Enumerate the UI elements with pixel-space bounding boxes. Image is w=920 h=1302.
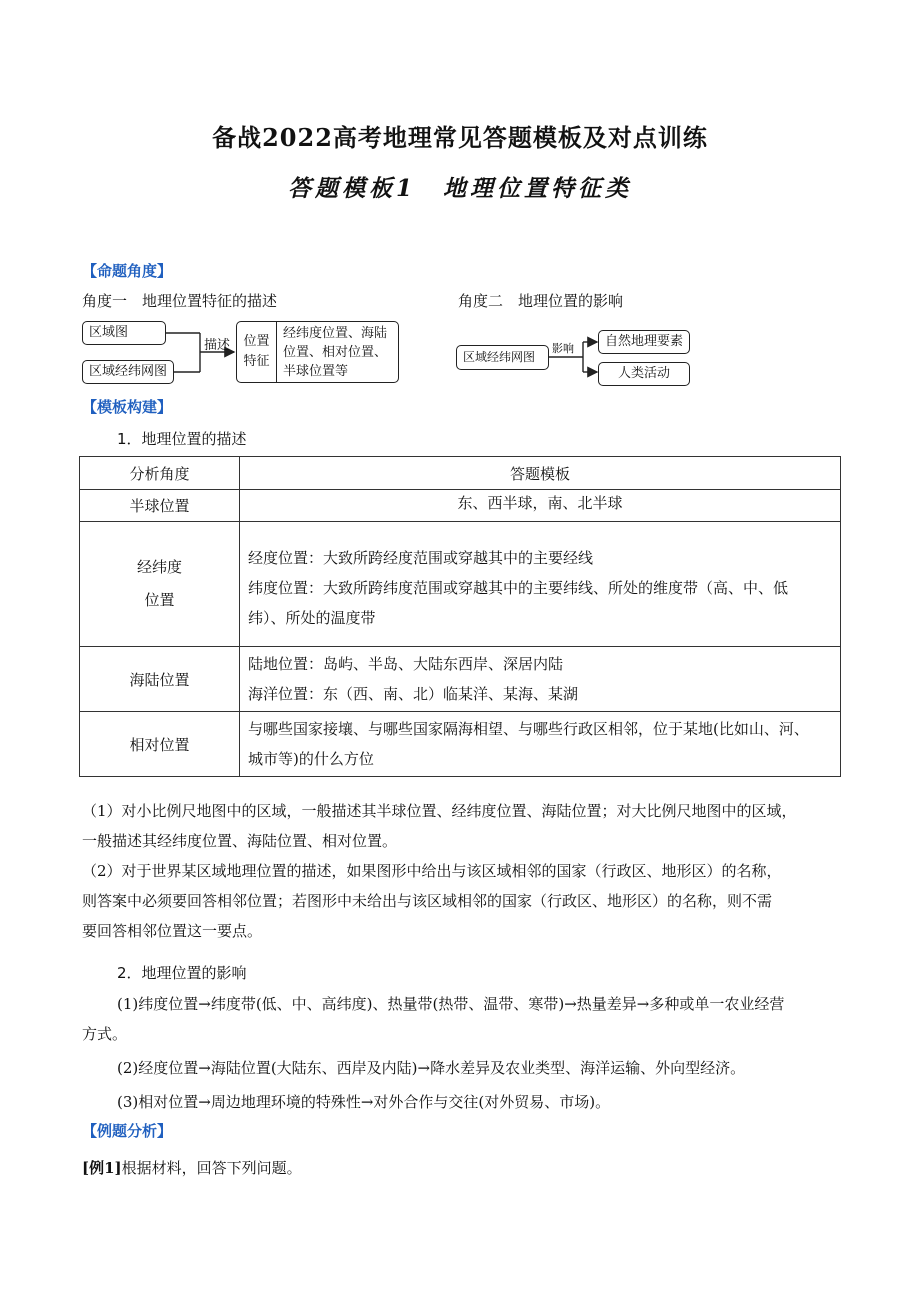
note2-line2: 则答案中必须要回答相邻位置；若图形中未给出与该区域相邻的国家（行政区、地形区）的名称，则不需	[82, 892, 773, 910]
example-tag: [例1]	[82, 1159, 122, 1177]
angle-line1: 经纬度	[136, 558, 182, 576]
table-cell-template: 东、西半球，南、北半球	[240, 490, 841, 522]
table-row	[80, 712, 841, 777]
template-line: 纬）、所处的温度带	[248, 609, 376, 627]
angle2-title: 角度二 地理位置的影响	[458, 292, 624, 310]
template-line: 陆地位置：岛屿、半岛、大陆东西岸、深居内陆	[248, 655, 564, 673]
influence-item-2: (2)经度位置→海陆位置(大陆东、西岸及内陆)→降水差异及农业类型、海洋运输、外向型经济。	[117, 1059, 746, 1077]
template-line: 纬度位置：大致所跨纬度范围或穿越其中的主要纬线、所处的维度带（高、中、低	[248, 579, 789, 597]
section-label-example: 【例题分析】	[82, 1122, 173, 1140]
note2-line1: （2）对于世界某区域地理位置的描述，如果图形中给出与该区域相邻的国家（行政区、地形区）的名称，	[82, 862, 782, 880]
influence-block	[82, 989, 842, 1117]
section-label-angles: 【命题角度】	[82, 262, 173, 280]
table-row	[80, 522, 841, 647]
influence-item-1-line2: 方式。	[82, 1025, 128, 1043]
notes-block	[82, 796, 842, 946]
table-cell-angle	[80, 522, 240, 647]
d1-detail-line1: 经纬度位置、海陆	[283, 326, 388, 341]
d1-box-feature	[236, 321, 399, 383]
table-cell-template	[240, 647, 841, 712]
example-text: 根据材料，回答下列问题。	[121, 1159, 302, 1177]
table-cell-template	[240, 712, 841, 777]
table-cell-angle: 海陆位置	[80, 647, 240, 712]
d2-box-grid	[456, 345, 549, 370]
d1-box-grid-label: 区域经纬网图	[89, 364, 168, 379]
d2-box-human-label: 人类活动	[617, 366, 670, 381]
page-subtitle: 答题模板1 地理位置特征类	[287, 175, 632, 202]
d1-detail-line2: 位置、相对位置、	[283, 345, 388, 360]
d1-detail-line3: 半球位置等	[283, 364, 349, 379]
d1-pos-line1: 位置	[243, 334, 270, 349]
d2-box-natural	[598, 330, 690, 354]
table-header-template: 答题模板	[240, 457, 841, 490]
subheading-description: 1．地理位置的描述	[117, 430, 247, 448]
d1-box-region-label: 区域图	[89, 325, 129, 340]
angle1-title: 角度一 地理位置特征的描述	[82, 292, 278, 310]
d2-box-natural-label: 自然地理要素	[604, 334, 683, 349]
d1-box-region	[82, 321, 166, 345]
d2-box-grid-label: 区域经纬网图	[463, 350, 536, 364]
d2-arrow-label: 影响	[552, 342, 574, 355]
page-title: 备战2022高考地理常见答题模板及对点训练	[212, 123, 708, 152]
template-table	[79, 456, 841, 777]
note2-line3: 要回答相邻位置这一要点。	[82, 922, 263, 940]
influence-item-1-line1: (1)纬度位置→纬度带(低、中、高纬度)、热量带(热带、温带、寒带)→热量差异→多种或单一农业经营	[117, 995, 785, 1013]
d1-pos-line2: 特征	[243, 354, 270, 369]
d1-arrow-label: 描述	[204, 338, 231, 353]
template-line: 城市等)的什么方位	[248, 750, 374, 768]
template-line: 经度位置：大致所跨经度范围或穿越其中的主要经线	[248, 549, 594, 567]
d1-box-grid	[82, 360, 174, 384]
note1-line1: （1）对小比例尺地图中的区域，一般描述其半球位置、经纬度位置、海陆位置；对大比例尺地图中的区域，	[82, 802, 797, 820]
influence-item-3: (3)相对位置→周边地理环境的特殊性→对外合作与交往(对外贸易、市场)。	[117, 1093, 611, 1111]
example-1	[82, 1157, 302, 1178]
section-label-template: 【模板构建】	[82, 398, 173, 416]
template-line: 与哪些国家接壤、与哪些国家隔海相望、与哪些行政区相邻，位于某地(比如山、河、	[248, 720, 809, 738]
table-row	[80, 490, 841, 522]
d2-box-human	[598, 362, 690, 386]
table-cell-template	[240, 522, 841, 647]
table-cell-angle: 半球位置	[80, 490, 240, 522]
template-line: 海洋位置：东（西、南、北）临某洋、某海、某湖	[248, 685, 579, 703]
subheading-influence: 2．地理位置的影响	[117, 964, 247, 982]
table-row	[80, 647, 841, 712]
table-header-row	[80, 457, 841, 490]
angle-line2: 位置	[144, 591, 175, 609]
table-cell-angle: 相对位置	[80, 712, 240, 777]
table-header-angle: 分析角度	[80, 457, 240, 490]
note1-line2: 一般描述其经纬度位置、海陆位置、相对位置。	[82, 832, 398, 850]
